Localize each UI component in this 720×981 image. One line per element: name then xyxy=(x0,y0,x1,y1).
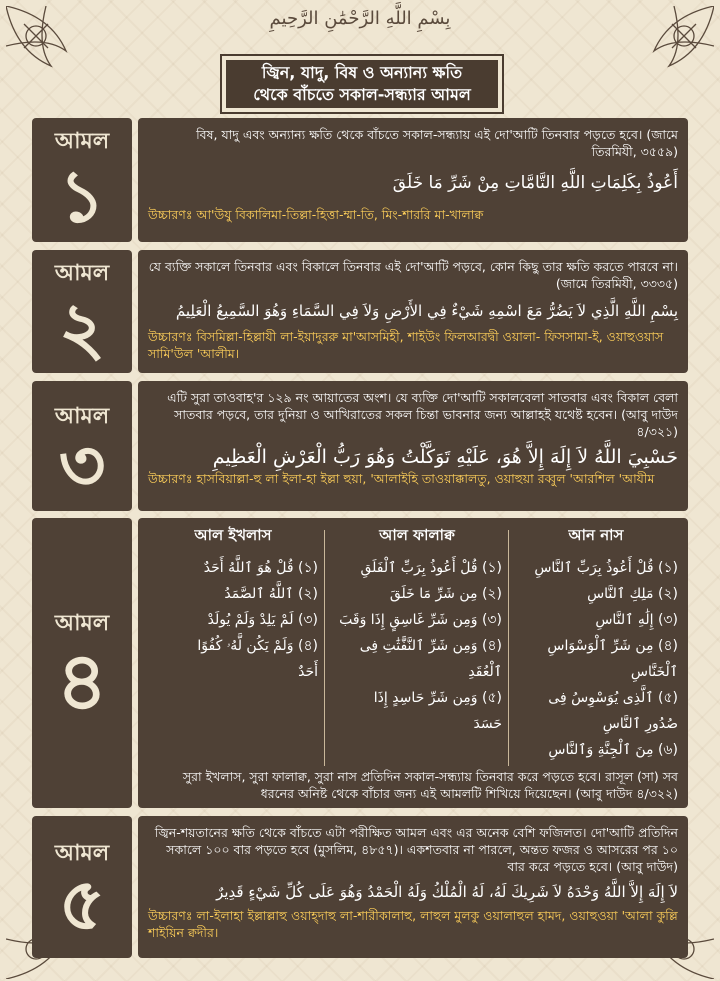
dua-arabic-text: حَسْبِيَ اللَّهُ لاَ إِلَهَ إِلاَّ هُوَ، عَلَيْهِ تَوَكَّلْتُ وَهُوَ رَبُّ الْعَرْشِ الْعَظِيمِ xyxy=(212,446,678,468)
amal-section-5 xyxy=(32,816,688,958)
surah-columns xyxy=(148,524,678,764)
amal-section-1 xyxy=(32,118,688,242)
title-panel xyxy=(226,60,498,108)
amal-label-3 xyxy=(32,381,132,511)
pronunciation-text: উচ্চারণঃ বিসমিল্লা-হিল্লাযী লা-ইয়াদুররু মা'আসমিহী, শাইউং ফিলআরদ্বী ওয়ালা- ফিসসামা-ই, ওয়াহুওয়াস সামি'উল 'আলীম। xyxy=(148,329,664,361)
amal-word: আমল xyxy=(54,841,110,866)
amal-description: সুরা ইখলাস, সুরা ফালাক্ব, সুরা নাস প্রতিদিন সকাল-সন্ধ্যায় তিনবার করে পড়তে হবে। রাসূল (সা) সব ধরনের অনিষ্ট থেকে বাঁচার জন্য এই আমলটি শিখিয়ে দিয়েছেন। (আবু দাউদ ৪/৩২২) xyxy=(182,769,678,801)
ayah-line: (৩) إِلَٰهِ ٱلنَّاسِ xyxy=(595,612,678,628)
title-line-2: থেকে বাঁচতে সকাল-সন্ধ্যার আমল xyxy=(253,85,471,104)
amal-label-1 xyxy=(32,118,132,242)
amal-word: আমল xyxy=(54,129,110,154)
ayah-line: (১) قُلْ أَعُوذُ بِرَبِّ ٱلنَّاسِ xyxy=(534,560,678,576)
amal-word: আমল xyxy=(54,261,110,286)
amal-content-4 xyxy=(138,518,688,808)
amal-word: আমল xyxy=(54,404,110,429)
amal-description: যে ব্যক্তি সকালে তিনবার এবং বিকালে তিনবার এই দো'আটি পড়বে, কোন কিছু তার ক্ষতি করতে পারবে না। (জামে তিরমিযী, ৩৩৩৫) xyxy=(148,259,678,291)
amal-section-4 xyxy=(32,518,688,808)
floral-corner-ornament-icon xyxy=(6,6,96,96)
dua-arabic-text: أَعُوذُ بِكَلِمَاتِ اللَّهِ التَّامَّاتِ مِنْ شَرِّ مَا خَلَقَ xyxy=(392,173,678,193)
ayah-line: (৫) ٱلَّذِى يُوَسْوِسُ فِى xyxy=(548,690,678,706)
ayah-line: (২) ٱللَّهُ ٱلصَّمَدُ xyxy=(224,586,318,602)
amal-label-4 xyxy=(32,518,132,808)
amal-description: জ্বিন-শয়তানের ক্ষতি থেকে বাঁচতে এটা পরীক্ষিত আমল এবং এর অনেক বেশি ফজিলত। দো'আটি প্রতিদিন সকালে ১০০ বার পড়তে হবে (মুসলিম, ৪৮৫৭)। একশতবার না পারলে, অন্তত ফজর ও আসরের পর ১০ বার করে পড়তে হবে। (আবু দাউদ) xyxy=(154,825,678,874)
ayah-line: صُدُورِ ٱلنَّاسِ xyxy=(602,716,678,732)
column-divider xyxy=(508,530,509,766)
column-divider xyxy=(324,530,325,766)
bismillah-calligraphy: بِسْمِ اللَّهِ الرَّحْمَٰنِ الرَّحِيمِ xyxy=(269,8,451,29)
surah-heading: আন নাস xyxy=(568,526,624,544)
amal-description: এটি সুরা তাওবাহ'র ১২৯ নং আয়াতের অংশ। যে ব্যক্তি দো'আটি সকালবেলা সাতবার এবং বিকাল বেলা সাতবার পড়বে, তার দুনিয়া ও আখিরাতের সকল চিন্তা ভাবনার জন্য আল্লাহই যথেষ্ট হবেন। (আবু দাউদ ৪/৩২১) xyxy=(167,390,678,439)
title-frame xyxy=(220,54,504,114)
ayah-line: (৩) وَمِن شَرِّ غَاسِقٍ إِذَا وَقَبَ xyxy=(339,612,502,628)
amal-number: ৫ xyxy=(58,862,106,946)
surah-column-falaq xyxy=(332,524,502,764)
amal-number: ১ xyxy=(58,154,106,238)
amal-content-2 xyxy=(138,250,688,373)
amal-word: আমল xyxy=(54,611,110,636)
surah-heading: আল ইখলাস xyxy=(194,526,272,544)
ayah-line: (৫) وَمِن شَرِّ حَاسِدٍ إِذَا xyxy=(373,690,502,706)
ayah-line: (৬) مِنَ ٱلْجِنَّةِ وَٱلنَّاسِ xyxy=(548,742,678,758)
ayah-line: (২) مِن شَرِّ مَا خَلَقَ xyxy=(389,586,502,602)
amal-content-1 xyxy=(138,118,688,242)
ayah-line: (১) قُلْ هُوَ ٱللَّهُ أَحَدٌ xyxy=(203,560,318,576)
ayah-line: (৪) وَمِن شَرِّ ٱلنَّفَّٰثَٰتِ فِى xyxy=(359,638,502,654)
dua-arabic-text: بِسْمِ اللَّهِ الَّذِي لاَ يَضُرُّ مَعَ اسْمِهِ شَيْءٌ فِي الأَرْضِ وَلاَ فِي السَّمَاءِ وَهُوَ السَّمِيعُ الْعَلِيمُ xyxy=(175,302,678,320)
pronunciation-text: উচ্চারণঃ আ'উযু বিকালিমা-তিল্লা-হিত্তা-ম্মা-তি, মিং-শাররি মা-খালাক্ব xyxy=(148,207,484,222)
ayah-line: (৩) لَمْ يَلِدْ وَلَمْ يُولَدْ xyxy=(207,612,318,628)
amal-description: বিষ, যাদু এবং অন্যান্য ক্ষতি থেকে বাঁচতে সকাল-সন্ধ্যায় এই দো'আটি তিনবার পড়তে হবে। (জামে তিরমিযী, ৩৫৫৯) xyxy=(196,127,678,159)
amal-number: ৩ xyxy=(58,423,106,507)
ayah-line: (১) قُلْ أَعُوذُ بِرَبِّ ٱلْفَلَقِ xyxy=(360,560,502,576)
amal-section-3 xyxy=(32,381,688,511)
amal-number: ৪ xyxy=(56,635,108,728)
amal-label-2 xyxy=(32,250,132,373)
surah-heading: আল ফালাক্ব xyxy=(379,526,455,544)
amal-number: ২ xyxy=(58,286,106,370)
pronunciation-text: উচ্চারণঃ হাসবিয়াল্লা-হু লা ইলা-হা ইল্লা হুয়া, 'আলাইহি তাওয়াক্কালতু, ওয়াহুয়া রব্বুল 'আরশিল 'আযীম xyxy=(148,471,655,486)
ayah-line: حَسَدَ xyxy=(473,716,502,732)
surah-column-ikhlas xyxy=(148,524,318,764)
ayah-line: (৪) وَلَمْ يَكُن لَّهُۥ كُفُوًا xyxy=(197,638,318,654)
floral-corner-ornament-icon xyxy=(624,6,714,96)
dua-arabic-text: لاَ إِلَهَ إِلاَّ اللَّهُ وَحْدَهُ لاَ شَرِيكَ لَهُ، لَهُ الْمُلْكُ وَلَهُ الْحَمْدُ وَهُوَ عَلَى كُلِّ شَيْءٍ قَدِيرٌ xyxy=(216,883,678,901)
ayah-line: ٱلْعُقَدِ xyxy=(468,664,502,680)
amal-content-3 xyxy=(138,381,688,511)
pronunciation-text: উচ্চারণঃ লা-ইলাহা ইল্লাল্লাহু ওয়াহ্‌দাহু লা-শারীকালাহু, লাহুল মুলকু ওয়ালাহুল হামদ, ওয়াহুওয়া 'আলা কুল্লি শাইয়িন ক্বদীর। xyxy=(148,908,678,940)
ayah-line: (২) مَلِكِ ٱلنَّاسِ xyxy=(587,586,678,602)
ayah-line: أَحَدٌ xyxy=(298,664,318,680)
amal-section-2 xyxy=(32,250,688,373)
amal-content-5 xyxy=(138,816,688,958)
surah-column-nas xyxy=(514,524,678,764)
ayah-line: (৪) مِن شَرِّ ٱلْوَسْوَاسِ ٱلْخَنَّاسِ xyxy=(547,638,678,680)
amal-label-5 xyxy=(32,816,132,958)
title-line-1: জ্বিন, যাদু, বিষ ও অন্যান্য ক্ষতি xyxy=(261,63,463,82)
